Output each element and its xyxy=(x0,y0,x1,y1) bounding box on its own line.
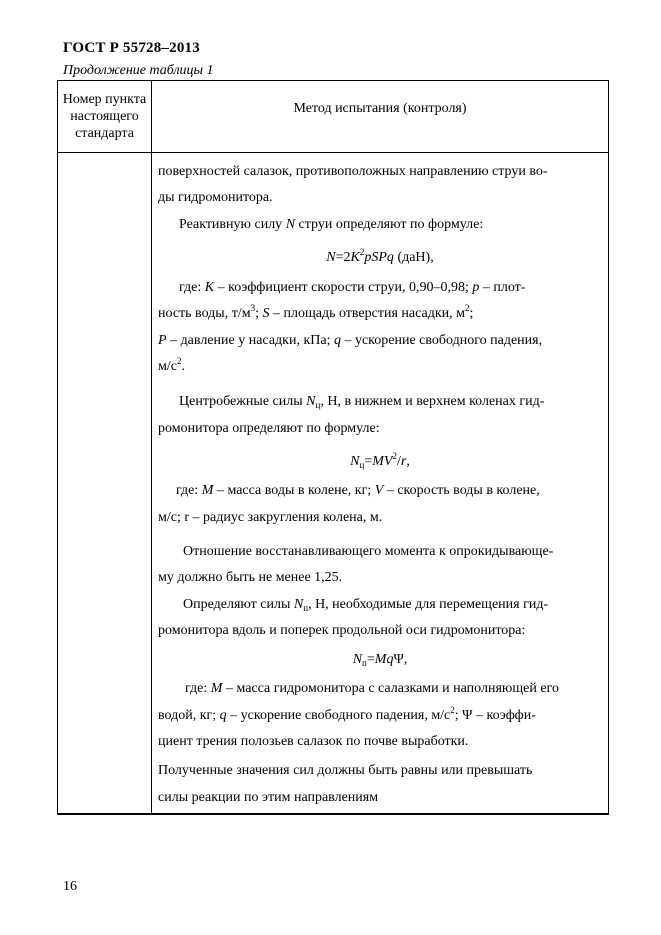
body-line: где: K – коэффициент скорости струи, 0,90–0,98; p – плот- xyxy=(179,280,526,295)
body-line: где: M – масса гидромонитора с салазками и наполняющей его xyxy=(185,681,559,696)
column-header-clause-number: Номер пункта настоящего стандарта xyxy=(62,92,147,141)
table-continuation-caption: Продолжение таблицы 1 xyxy=(63,63,214,78)
table-frame xyxy=(57,80,609,815)
body-line: Полученные значения сил должны быть равны или превышать xyxy=(158,763,533,778)
standard-designation: ГОСТ Р 55728–2013 xyxy=(63,40,200,56)
body-line: ность воды, $т/м^3$; S – площадь отверстия насадки, $м^2$; xyxy=(158,303,474,321)
body-line: м/с; r – радиус закругления колена, м. xyxy=(158,510,383,525)
formula-centrifugal-force: $N_ц=MV^2/r$, xyxy=(350,451,410,470)
body-line: поверхностей салазок, противоположных направлению струи во- xyxy=(158,164,548,179)
body-line: ромонитора определяют по формуле: xyxy=(158,421,380,436)
body-line: циент трения полозьев салазок по почве выработки. xyxy=(158,734,469,749)
body-line: Отношение восстанавливающего момента к опрокидывающе- xyxy=(183,544,554,559)
page-number: 16 xyxy=(63,879,77,894)
body-line: силы реакции по этим направлениям xyxy=(158,790,379,805)
body-line: где: M – масса воды в колене, кг; V – скорость воды в колене, xyxy=(176,483,540,498)
formula-displacement-force: $N_п=Mq\Psi$, xyxy=(352,652,408,668)
column-header-test-method: Метод испытания (контроля) xyxy=(293,101,467,116)
column-divider xyxy=(151,80,152,815)
body-line: ромонитора вдоль и поперек продольной оси гидромонитора: xyxy=(158,623,526,638)
body-line: му должно быть не менее 1,25. xyxy=(158,570,343,585)
formula-reactive-force: $N=2K^2pSPq$ (даН), xyxy=(326,247,434,265)
body-line: $м/с^2$. xyxy=(158,356,185,374)
header-divider xyxy=(57,152,609,153)
body-line: Реактивную силу N струи определяют по формуле: xyxy=(179,217,484,232)
body-line: P – давление у насадки, кПа; q – ускорение свободного падения, xyxy=(158,333,543,348)
body-line: водой, кг; q – ускорение свободного падения, $м/с^2$; Ψ – коэффи- xyxy=(158,705,536,723)
body-line: Определяют силы $N_п$, Н, необходимые для перемещения гид- xyxy=(183,597,549,613)
body-line: Центробежные силы $N_ц$, Н, в нижнем и верхнем коленах гид- xyxy=(179,394,545,410)
body-line: ды гидромонитора. xyxy=(158,190,273,205)
